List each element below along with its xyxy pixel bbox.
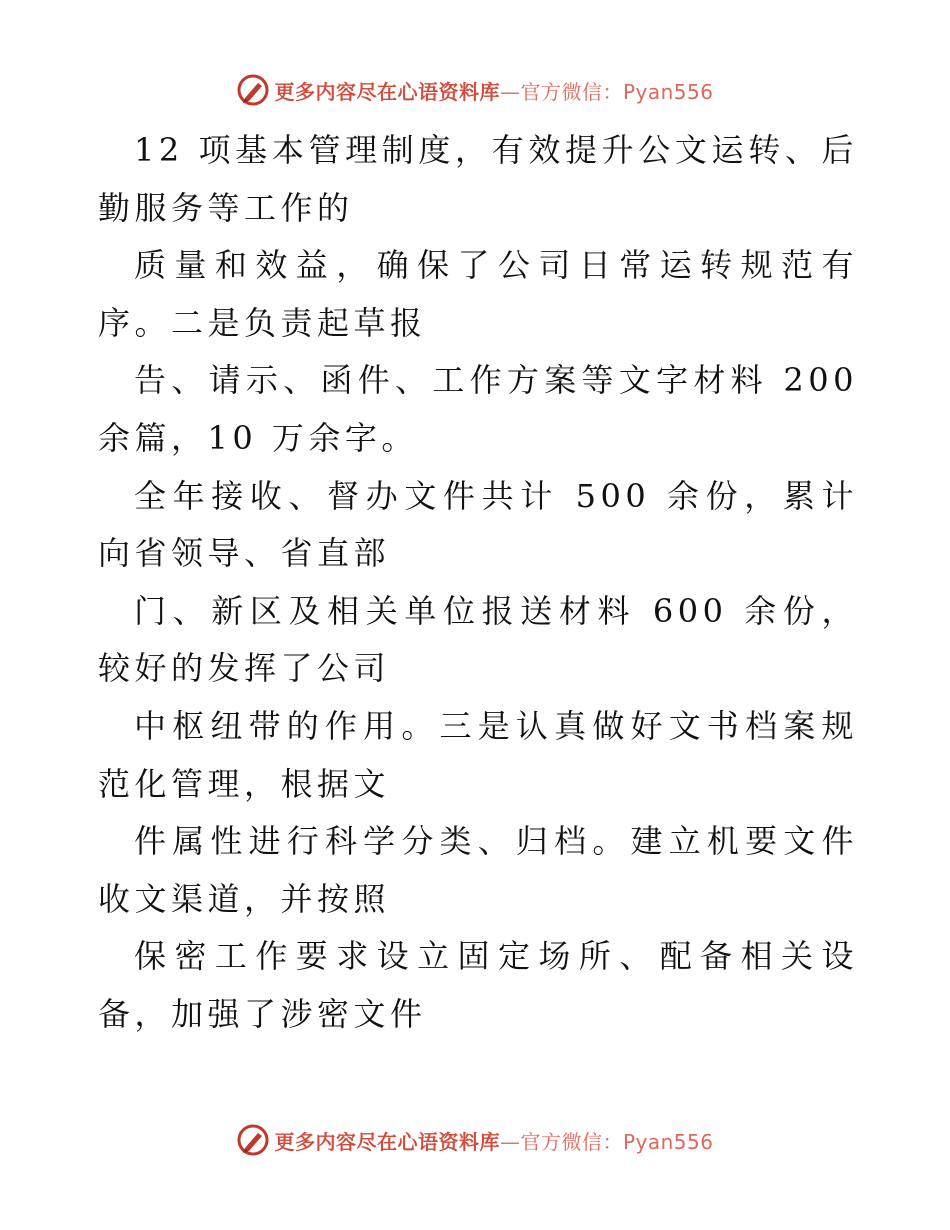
watermark-lead: 更多内容尽在心语资料库 [274,79,500,104]
watermark-tail: 官方微信：Pyan556 [520,79,714,104]
paragraph: 门、新区及相关单位报送材料 600 余份，较好的发挥了公司 [98,591,858,688]
paragraph: 保密工作要求设立固定场所、配备相关设备，加强了涉密文件 [98,937,858,1033]
red-pen-logo-icon [236,1123,270,1157]
red-pen-logo-icon [236,73,270,107]
paragraph: 全年接收、督办文件共计 500 余份，累计向省领导、省直部 [98,476,858,573]
paragraph: 中枢纽带的作用。三是认真做好文书档案规范化管理，根据文 [98,706,858,803]
header-watermark [0,70,950,110]
watermark-dash: — [499,1129,521,1154]
watermark-text [274,1126,713,1155]
footer-watermark [0,1120,950,1160]
watermark-tail: 官方微信：Pyan556 [520,1129,714,1154]
watermark-text [274,76,713,105]
watermark-dash: — [499,79,521,104]
paragraph: 件属性进行科学分类、归档。建立机要文件收文渠道，并按照 [98,822,858,918]
paragraph: 告、请示、函件、工作方案等文字材料 200 余篇，10 万余字。 [98,361,858,457]
document-body [98,122,858,1044]
watermark-lead: 更多内容尽在心语资料库 [274,1129,500,1154]
paragraph: 12 项基本管理制度，有效提升公文运转、后勤服务等工作的 [98,131,858,227]
paragraph: 质量和效益，确保了公司日常运转规范有序。二是负责起草报 [98,246,858,342]
